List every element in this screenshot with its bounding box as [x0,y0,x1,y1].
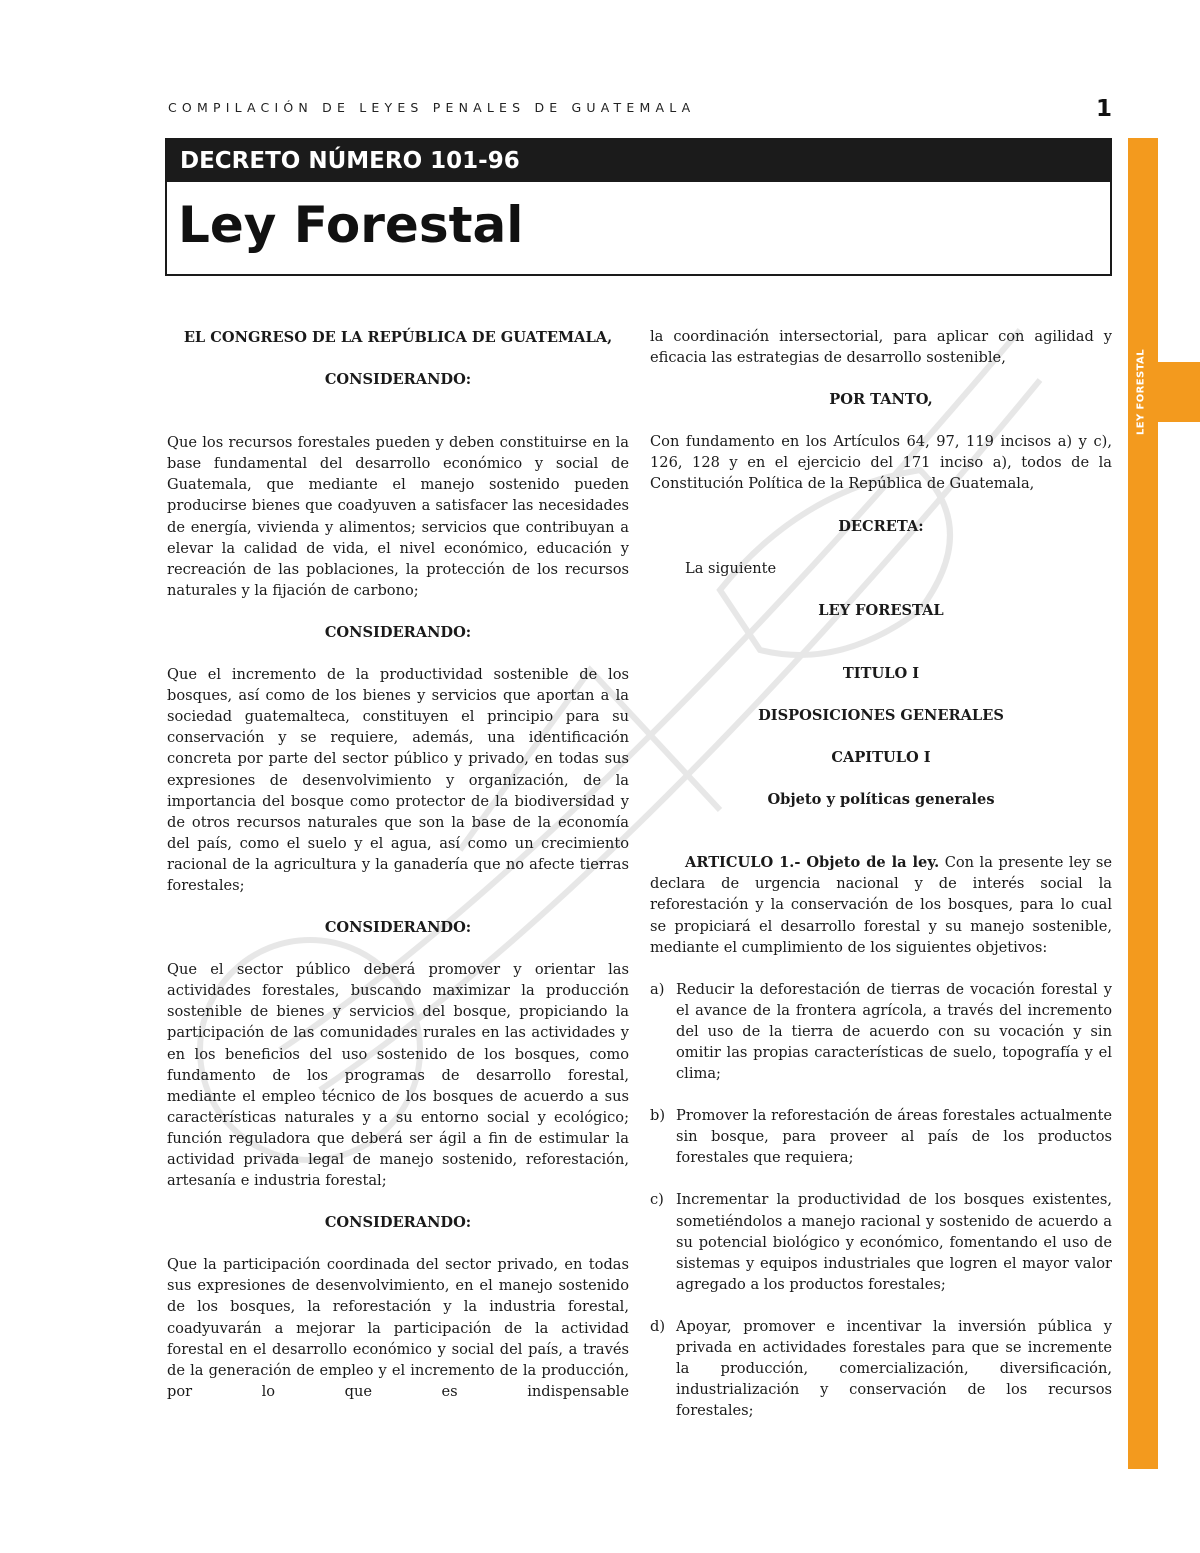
considerando-paragraph-3: Que el sector público deberá promover y orientar las actividades forestales, buscando maximizar la producción sostenible de bienes y servicios del bosque, propiciando la participación de las comunidades rurales en las actividades y en los beneficios del uso sostenido de los bosques, como fundamento de los programas de desarrollo forestal, mediante el empleo técnico de los bosques de acuerdo a sus características naturales y a su entorno social y ecológico; función reguladora que deberá ser ágil a fin de estimular la actividad privada legal de manejo sostenido, reforestación, artesanía e industria forestal; [167,961,629,1190]
list-item-letter: a) [650,980,665,998]
list-item [650,1105,1112,1168]
law-title: Ley Forestal [178,196,524,254]
decreta-heading: DECRETA: [838,517,924,535]
considerando-heading: CONSIDERANDO: [324,371,472,389]
fundamento-paragraph: Con fundamento en los Artículos 64, 97, 119 incisos a) y c), 126, 128 y en el ejercicio del 171 inciso a), todos de la Constitución Política de la República de Guatemala, [650,433,1112,493]
article-1-paragraph [650,852,1112,957]
por-tanto-heading: POR TANTO, [829,391,933,409]
ley-forestal-heading: LEY FORESTAL [818,601,944,619]
list-item-letter: b) [650,1107,666,1125]
considerando-paragraph-2: Que el incremento de la productividad sostenible de los bosques, así como de los bienes y servicios que aportan a la sociedad guatemalteca, constituyen el principio para su conservación y se requiere, además, una identificación concreta por parte del sector público y privado, en todas sus expresiones de desenvolvimiento y organización, de la importancia del bosque como protector de la biodiversidad y de otros recursos naturales que son la base de la economía del país, como el suelo y el agua, así como un crecimiento racional de la agricultura y la ganadería que no afecte tierras forestales; [167,666,629,894]
page-number: 1 [1096,96,1113,122]
left-column [167,327,629,1402]
considerando-heading: CONSIDERANDO: [324,919,472,937]
article-1-text: Con la presente ley se declara de urgencia nacional y de interés social la reforestación y la conservación de los bosques, para lo cual se propiciará el desarrollo forestal y su manejo sostenible, mediante el cumplimiento de los siguientes objetivos: [650,854,1112,956]
list-item [650,979,1112,1084]
decree-number: DECRETO NÚMERO 101-96 [167,140,1110,182]
disposiciones-heading: DISPOSICIONES GENERALES [758,706,1004,724]
list-item-text: Apoyar, promover e incentivar la inversión pública y privada en actividades forestales para que se incremente la producción, comercialización, diversificación, industrialización y conservación de los recursos forestales; [676,1317,1112,1420]
list-item [650,1316,1112,1421]
considerando-paragraph-1: Que los recursos forestales pueden y deben constituirse en la base fundamental del desarrollo económico y social de Guatemala, que mediante el manejo sostenido pueden producirse bienes que coadyuven a satisfacer las necesidades de energía, vivienda y alimentos; servicios que contribuyan a elevar la calidad de vida, el nivel económico, educación y recreación de las poblaciones, la protección de los recursos naturales y la fijación de carbono; [167,434,629,599]
list-item-letter: c) [650,1191,664,1209]
right-column [650,326,1112,1421]
considerando-heading: CONSIDERANDO: [324,1214,472,1232]
congress-heading: EL CONGRESO DE LA REPÚBLICA DE GUATEMALA, [183,329,613,346]
considerando-paragraph-4: Que la participación coordinada del sector privado, en todas sus expresiones de desenvolvimiento, en el manejo sostenido de los bosques, la reforestación y la industria forestal, coadyuvarán a mejorar la participación de la actividad forestal en el desarrollo económico y social del país, a través de la generación de empleo y el incremento de la producción, por lo que es indispensable [167,1256,629,1400]
side-tab-bar [1128,138,1158,1469]
considerando-paragraph-4-continued: la coordinación intersectorial, para aplicar con agilidad y eficacia las estrategias de desarrollo sostenible, [650,328,1112,367]
article-1-label: ARTICULO 1.- Objeto de la ley. [685,854,940,872]
considerando-heading: CONSIDERANDO: [324,623,472,641]
list-item [650,1189,1112,1294]
list-item-letter: d) [650,1317,666,1335]
titulo-heading: TITULO I [842,664,920,682]
title-box [165,138,1112,276]
running-header: COMPILACIÓN DE LEYES PENALES DE GUATEMALA [168,100,696,115]
side-tab-label: LEY FORESTAL [1135,349,1147,435]
list-item-text: Reducir la deforestación de tierras de vocación forestal y el avance de la frontera agrícola, a través del incremento del uso de la tierra de acuerdo con su vocación y sin omitir las propias características de suelo, topografía y el clima; [676,980,1112,1083]
list-item-text: Promover la reforestación de áreas forestales actualmente sin bosque, para proveer al país de los productos forestales que requiera; [676,1107,1112,1167]
list-item-text: Incrementar la productividad de los bosques existentes, sometiéndolos a manejo racional y sostenido de acuerdo a su potencial biológico y económico, fomentando el uso de sistemas y equipos industriales que logren el mayor valor agregado a los productos forestales; [676,1191,1112,1293]
la-siguiente-text: La siguiente [685,559,777,577]
capitulo-heading: CAPITULO I [831,749,931,767]
objeto-heading: Objeto y políticas generales [767,791,995,809]
